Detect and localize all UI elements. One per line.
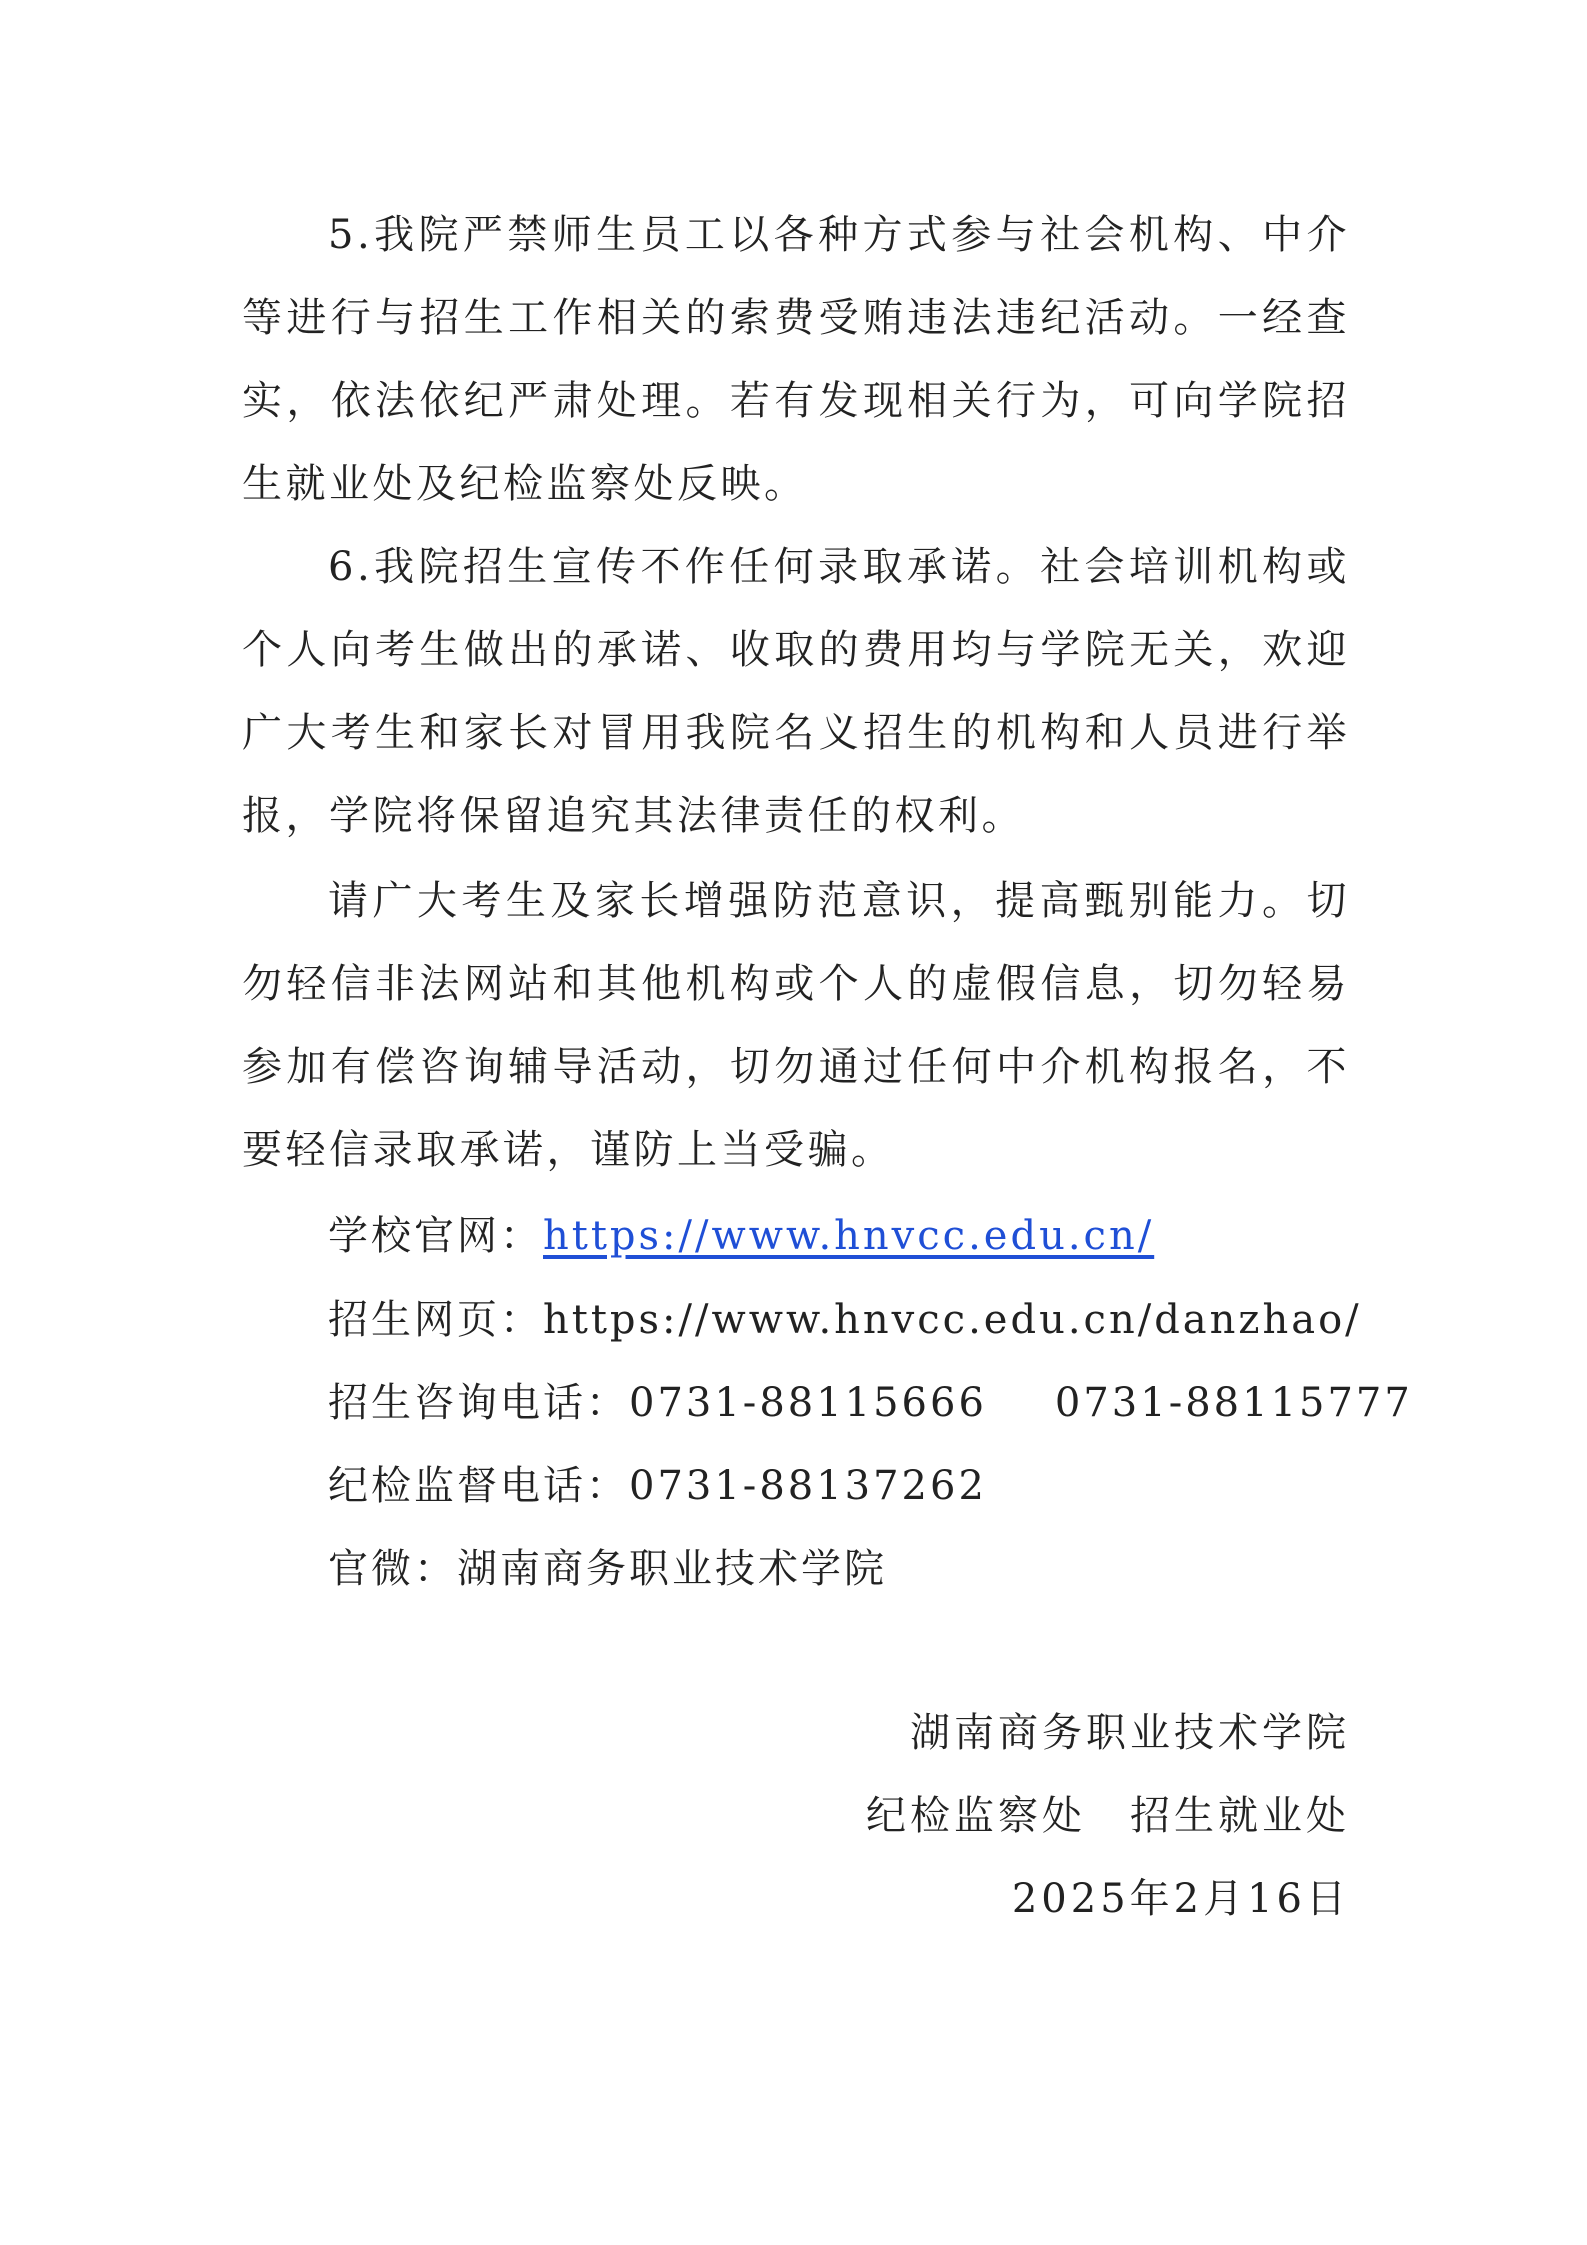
wechat-line: [328, 1539, 887, 1599]
website-line: [328, 1206, 1154, 1266]
hotline-label: 招生咨询电话：: [328, 1380, 629, 1426]
hotline-line: [328, 1373, 1413, 1433]
admission-page-line: [328, 1290, 1362, 1350]
website-link[interactable]: https://www.hnvcc.edu.cn/: [543, 1213, 1155, 1259]
wechat-name: 湖南商务职业技术学院: [457, 1546, 887, 1592]
signature-departments: 纪检监察处 招生就业处: [866, 1793, 1350, 1839]
paragraph-item-6: 6.我院招生宣传不作任何录取承诺。社会培训机构或个人向考生做出的承诺、收取的费用均与学院无关，欢迎广大考生和家长对冒用我院名义招生的机构和人员进行举报，学院将保留追究其法律责任的权利。: [242, 544, 1350, 839]
wechat-label: 官微：: [328, 1546, 457, 1592]
website-label: 学校官网：: [328, 1213, 543, 1259]
admission-page-url: https://www.hnvcc.edu.cn/danzhao/: [543, 1297, 1362, 1343]
supervision-line: [328, 1456, 987, 1516]
paragraph-warning: 请广大考生及家长增强防范意识，提高甄别能力。切勿轻信非法网站和其他机构或个人的虚假信息，切勿轻易参加有偿咨询辅导活动，切勿通过任何中介机构报名，不要轻信录取承诺，谨防上当受骗。: [242, 878, 1350, 1173]
admission-page-label: 招生网页：: [328, 1297, 543, 1343]
hotline-phone-1: 0731-88115666: [629, 1380, 987, 1426]
signature-date: 2025年2月16日: [1011, 1876, 1350, 1922]
paragraph-item-5: 5.我院严禁师生员工以各种方式参与社会机构、中介等进行与招生工作相关的索费受贿违法违纪活动。一经查实，依法依纪严肃处理。若有发现相关行为，可向学院招生就业处及纪检监察处反映。: [242, 212, 1350, 507]
supervision-label: 纪检监督电话：: [328, 1463, 629, 1509]
hotline-phone-2: 0731-88115777: [1054, 1380, 1413, 1426]
signature-institution: 湖南商务职业技术学院: [910, 1710, 1350, 1756]
supervision-phone: 0731-88137262: [629, 1463, 987, 1509]
